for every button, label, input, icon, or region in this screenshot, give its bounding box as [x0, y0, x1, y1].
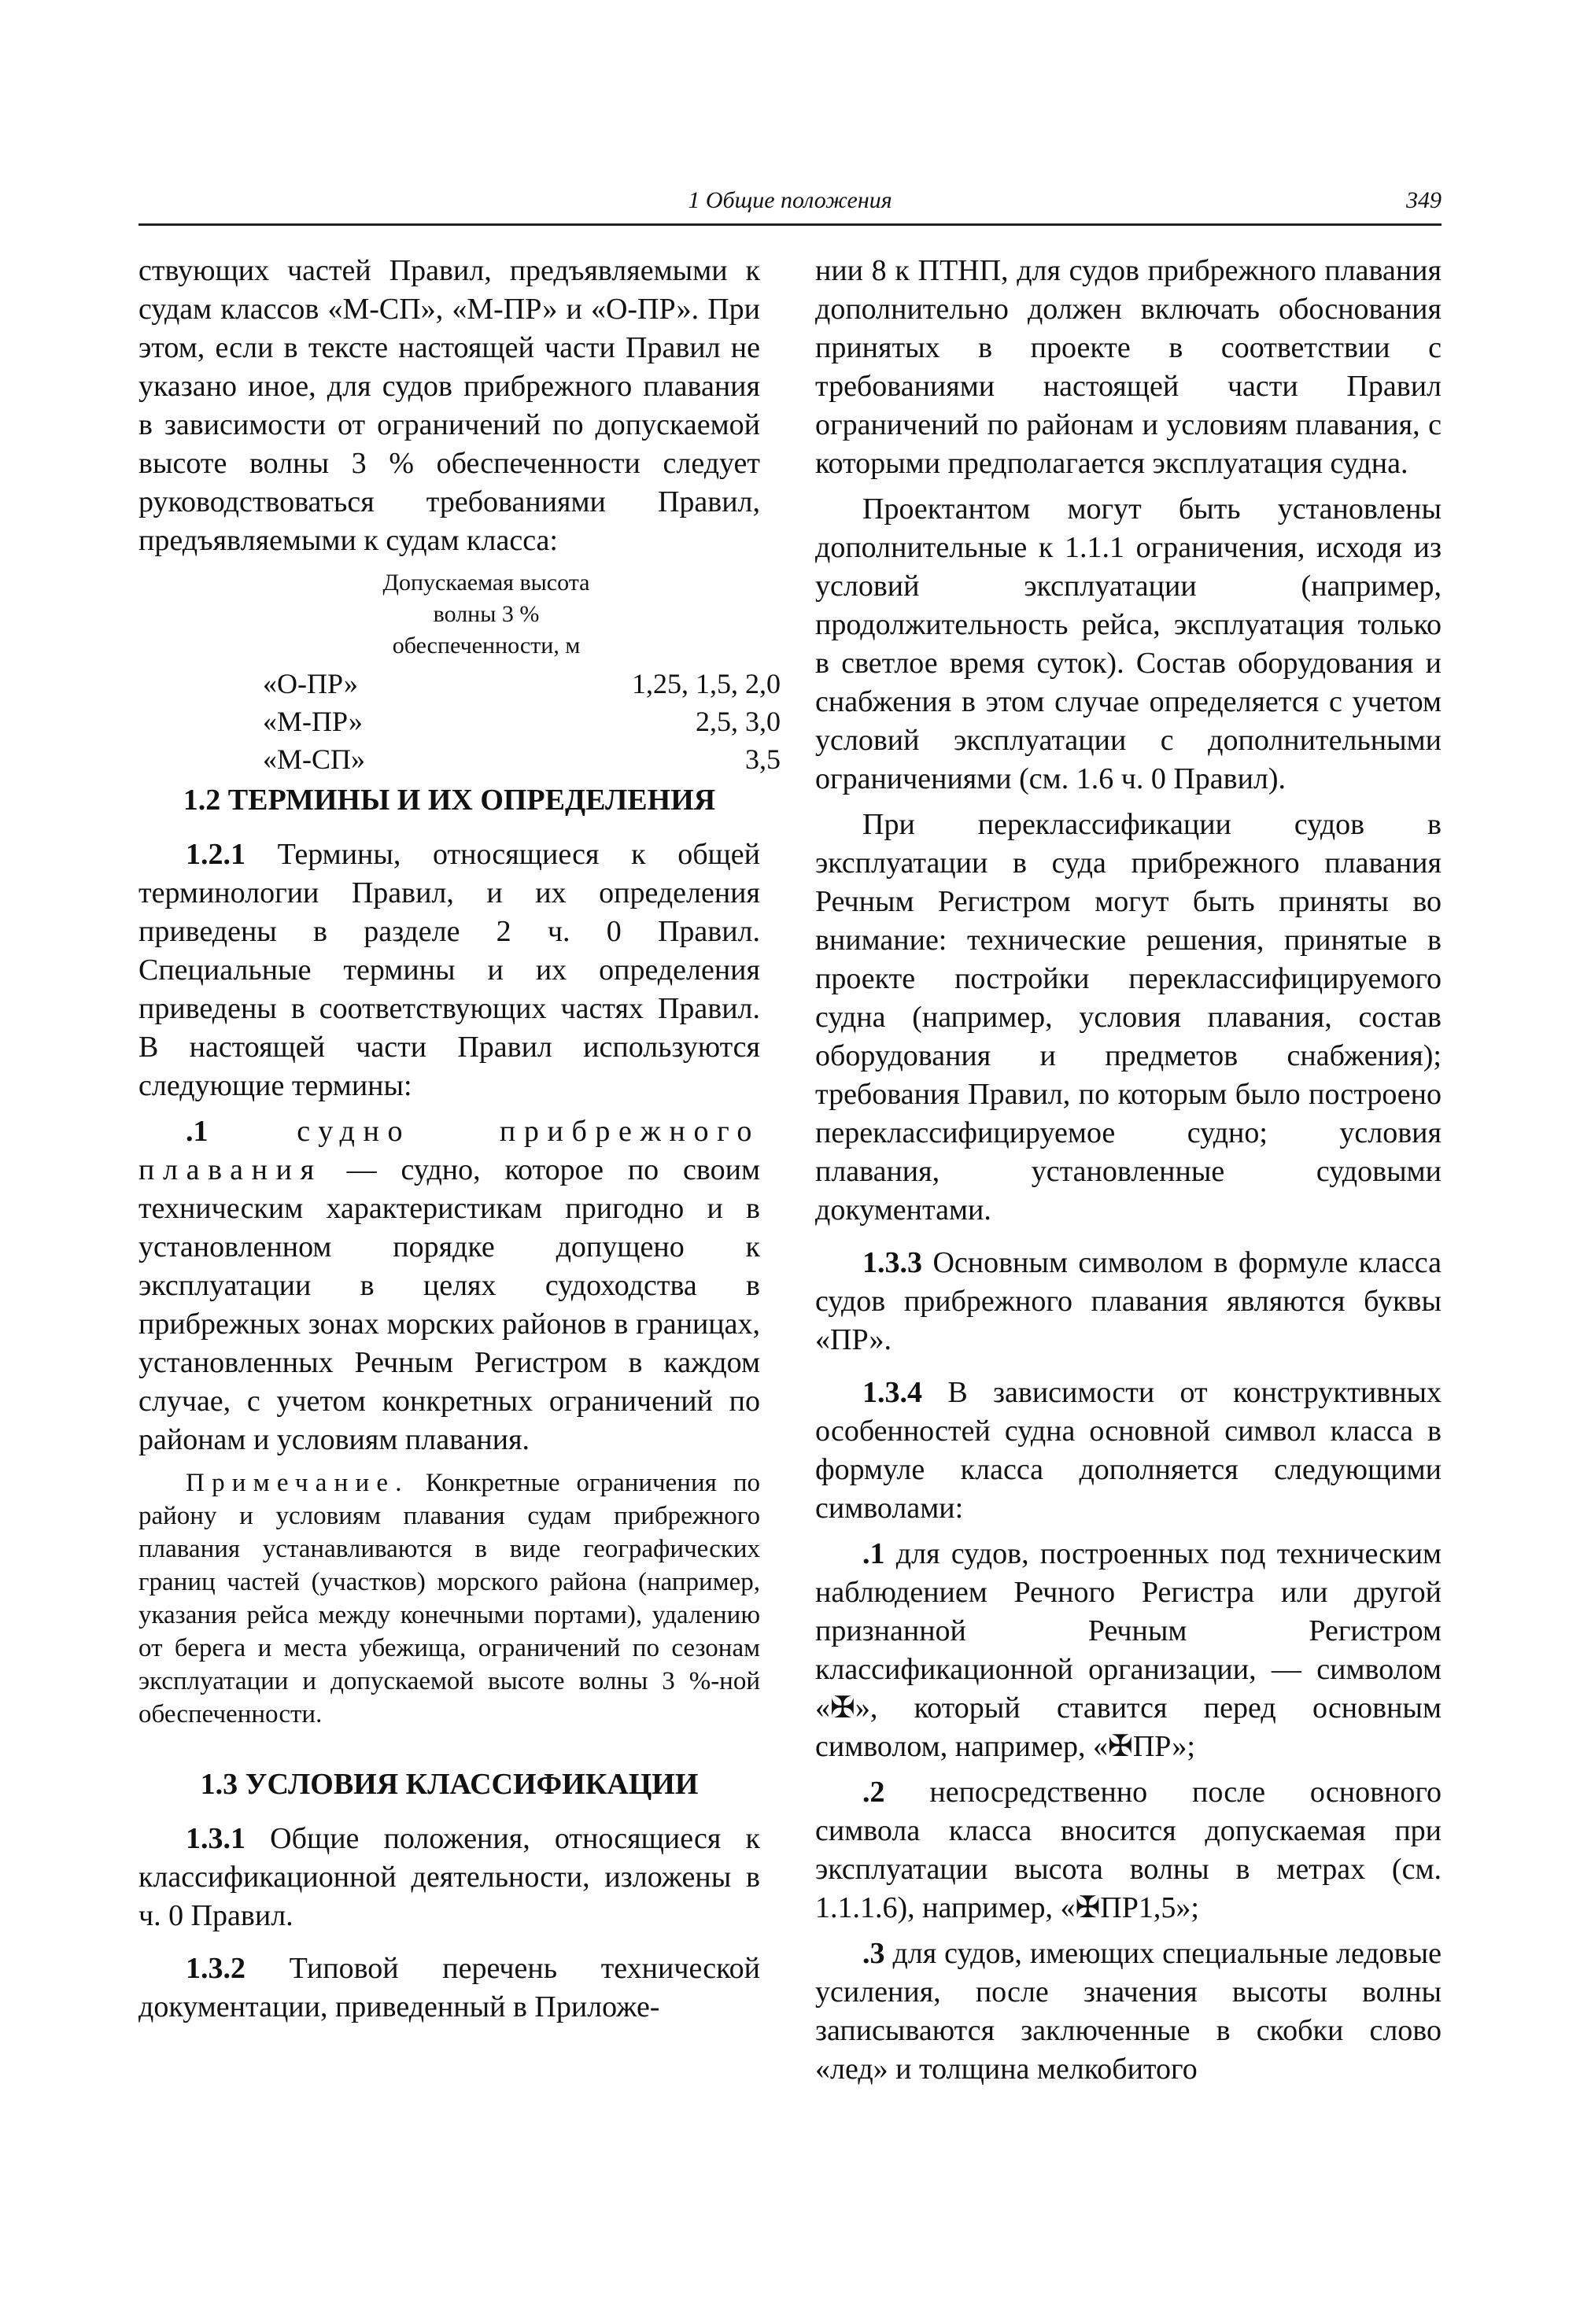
item-number: .2 [862, 1776, 885, 1809]
subitem-text: для судов, имеющих специальные ледовые усиления, после значения высоты волны записываются заключенные в скобки слово «лед» и толщина мелкобитого [815, 1937, 1442, 2086]
paragraph-text: Типовой перечень технической документации, приведенный в Приложе- [138, 1952, 760, 2023]
table-row [263, 665, 782, 703]
continued-paragraph: нии 8 к ПТНП, для судов прибрежного плавания дополнительно должен включать обоснования принятых в проекте в соответствии с требованиями настоящей части Правил ограничений по районам и условиям плавания, с которыми предполагается эксплуатация судна. [815, 254, 1442, 480]
item-number: .3 [862, 1937, 885, 1970]
subitem-2 [815, 1773, 1442, 1927]
left-column [138, 252, 781, 2034]
paragraph-text: В зависимости от конструктивных особенностей судна основной символ класса в формуле класса дополняется следующими символами: [815, 1376, 1442, 1525]
subitem-3 [815, 1935, 1442, 2089]
page-number: 349 [1406, 187, 1442, 213]
paragraph-1-3-1 [138, 1820, 760, 1935]
paragraph-text: Основным символом в формуле класса судов прибрежного плавания являются буквы «ПР». [815, 1246, 1442, 1356]
paragraph-text: Общие положения, относящиеся к классификационной деятельности, изложены в ч. 0 Правил. [138, 1822, 760, 1932]
item-number: .1 [862, 1537, 885, 1570]
term-name: судно прибрежного плавания [138, 1115, 760, 1186]
table-value-cell: 1,25, 1,5, 2,0 [632, 668, 781, 699]
subitem-text: для судов, построенных под техническим наблюдением Речного Регистра или другой признанной Речным Регистром классификационной организации, — символом «✠», который ставится перед основным символом, например, «✠ПР»; [815, 1537, 1442, 1763]
term-coastal-vessel [138, 1112, 760, 1459]
paragraph-1-3-2 [138, 1950, 760, 2027]
clause-number: 1.2.1 [186, 838, 245, 871]
subitem-text: непосредственно после основного символа класса вносится допускаемая при эксплуатации высота волны в метрах (см. 1.1.1.6), например, «✠ПР1,5»; [815, 1776, 1442, 1924]
note-paragraph [138, 1466, 760, 1731]
paragraph-1-3-4 [815, 1374, 1442, 1528]
clause-number: 1.3.4 [862, 1376, 922, 1409]
section-heading-1-2: 1.2 ТЕРМИНЫ И ИХ ОПРЕДЕЛЕНИЯ [183, 784, 716, 817]
running-title: 1 Общие положения [688, 187, 892, 213]
clause-number: 1.3.3 [862, 1246, 922, 1279]
table-class-cell: «М-СП» [263, 743, 366, 775]
designer-paragraph: Проектантом могут быть установлены дополнительные к 1.1.1 ограничения, исходя из условий эксплуатации (например, продолжительность рейса, эксплуатация только в светлое время суток). Состав оборудования и снабжения в этом случае определяется с учетом условий эксплуатации с дополнительными ограничениями (см. 1.6 ч. 0 Правил). [815, 492, 1442, 795]
table-row [263, 740, 782, 778]
right-column [815, 252, 1442, 2096]
reclassification-paragraph: При переклассификации судов в эксплуатации в суда прибрежного плавания Речным Регистром могут быть приняты во внимание: технические решения, принятые в проекте постройки переклассифицируемого судна (например, условия плавания, состав оборудования и предметов снабжения); требования Правил, по которым было построено переклассифицируемое судно; условия плавания, установленные судовыми документами. [815, 808, 1442, 1227]
paragraph-1-2-1 [138, 836, 760, 1105]
wave-height-table [138, 567, 781, 775]
paragraph-text: Термины, относящиеся к общей терминологии Правил, и их определения приведены в разделе 2 ч. 0 Правил. Специальные термины и их определения приведены в соответствующих частях Правил. В настоящей части Правил используются следующие термины: [138, 838, 760, 1102]
table-row [263, 703, 782, 740]
page-header [138, 187, 1442, 226]
term-definition: — судно, которое по своим техническим характеристикам пригодно и в установленном порядке допущено к эксплуатации в целях судоходства в прибрежных зонах морских районов в границах, установленных Речным Регистром в каждом случае, с учетом конкретных ограничений по районам и условиям плавания. [138, 1153, 760, 1456]
note-text: Конкретные ограничения по району и условиям плавания судам прибрежного плавания устанавливаются в виде географических границ частей (участков) морского района (например, указания рейса между конечными портами), удалению от берега и места убежища, ограничений по сезонам эксплуатации и допускаемой высоте волны 3 %-ной обеспеченности. [138, 1469, 760, 1728]
item-number: .1 [186, 1115, 209, 1148]
note-label: Примечание. [186, 1469, 409, 1497]
paragraph-1-3-3 [815, 1244, 1442, 1359]
section-heading-1-3: 1.3 УСЛОВИЯ КЛАССИФИКАЦИИ [200, 1768, 699, 1801]
clause-number: 1.3.2 [186, 1952, 245, 1985]
clause-number: 1.3.1 [186, 1822, 245, 1855]
table-class-cell: «М-ПР» [263, 706, 363, 737]
subitem-1 [815, 1535, 1442, 1766]
table-header: Допускаемая высота волны 3 % обеспеченности, м [382, 570, 590, 658]
intro-paragraph: ствующих частей Правил, предъявляемыми к судам классов «М-СП», «М-ПР» и «О-ПР». При этом, если в тексте настоящей части Правил не указано иное, для судов прибрежного плавания в зависимости от ограничений по допускаемой высоте волны 3 % обеспеченности следует руководствоваться требованиями Правил, предъявляемыми к судам класса: [138, 254, 760, 557]
table-class-cell: «О-ПР» [263, 668, 358, 699]
table-value-cell: 2,5, 3,0 [696, 706, 781, 737]
table-value-cell: 3,5 [745, 743, 781, 775]
